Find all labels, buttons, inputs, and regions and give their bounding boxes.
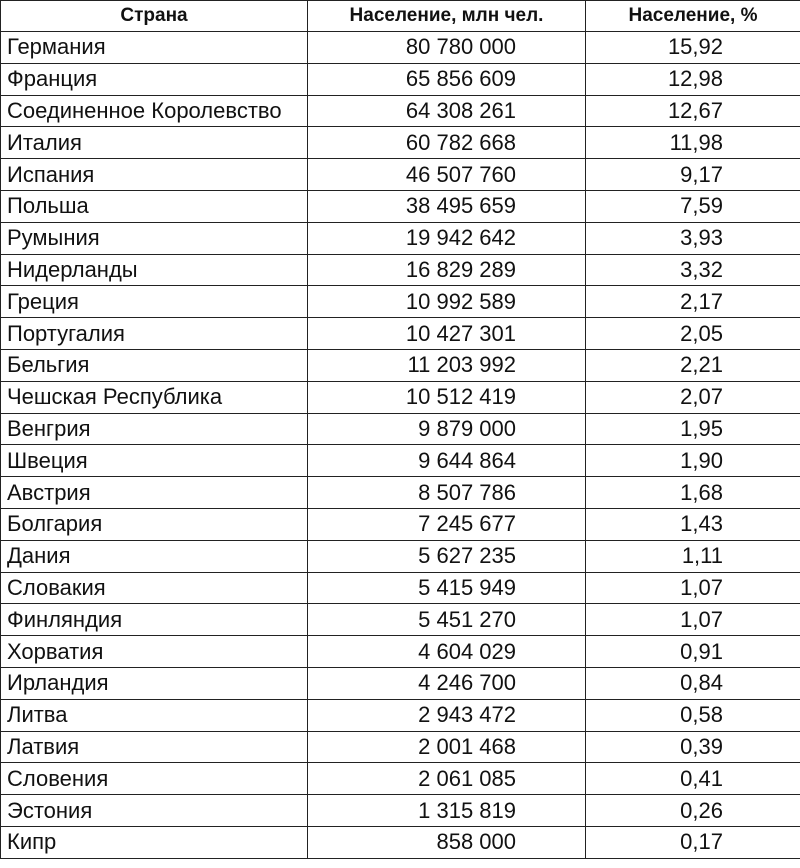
- population-cell: 2 061 085: [308, 763, 586, 795]
- country-cell: Бельгия: [1, 349, 308, 381]
- percent-cell: 2,21: [586, 349, 800, 381]
- country-cell: Польша: [1, 190, 308, 222]
- table-row: [1, 540, 800, 572]
- population-cell: 19 942 642: [308, 222, 586, 254]
- country-cell: Греция: [1, 286, 308, 318]
- population-cell: 8 507 786: [308, 477, 586, 509]
- header-row: [1, 1, 800, 32]
- percent-cell: 1,11: [586, 540, 800, 572]
- table-row: [1, 413, 800, 445]
- country-cell: Дания: [1, 540, 308, 572]
- table-row: [1, 190, 800, 222]
- population-cell: 2 943 472: [308, 699, 586, 731]
- percent-cell: 2,07: [586, 381, 800, 413]
- percent-cell: 1,90: [586, 445, 800, 477]
- population-cell: 7 245 677: [308, 508, 586, 540]
- population-cell: 9 644 864: [308, 445, 586, 477]
- population-cell: 4 246 700: [308, 667, 586, 699]
- table-row: [1, 222, 800, 254]
- table-row: [1, 32, 800, 64]
- country-cell: Словакия: [1, 572, 308, 604]
- table-row: [1, 95, 800, 127]
- population-cell: 4 604 029: [308, 636, 586, 668]
- percent-cell: 1,68: [586, 477, 800, 509]
- country-cell: Австрия: [1, 477, 308, 509]
- table-row: [1, 667, 800, 699]
- table-row: [1, 795, 800, 827]
- percent-cell: 12,98: [586, 63, 800, 95]
- country-cell: Румыния: [1, 222, 308, 254]
- table-row: [1, 826, 800, 858]
- country-cell: Чешская Республика: [1, 381, 308, 413]
- table-row: [1, 381, 800, 413]
- population-cell: 64 308 261: [308, 95, 586, 127]
- percent-cell: 2,05: [586, 318, 800, 350]
- percent-cell: 1,07: [586, 604, 800, 636]
- percent-cell: 0,41: [586, 763, 800, 795]
- population-cell: 858 000: [308, 826, 586, 858]
- table-row: [1, 636, 800, 668]
- country-cell: Венгрия: [1, 413, 308, 445]
- percent-cell: 0,91: [586, 636, 800, 668]
- country-cell: Болгария: [1, 508, 308, 540]
- table-body: [1, 32, 800, 859]
- percent-cell: 7,59: [586, 190, 800, 222]
- percent-cell: 3,93: [586, 222, 800, 254]
- percent-cell: 1,43: [586, 508, 800, 540]
- country-cell: Франция: [1, 63, 308, 95]
- population-cell: 16 829 289: [308, 254, 586, 286]
- country-cell: Эстония: [1, 795, 308, 827]
- table-row: [1, 763, 800, 795]
- table-row: [1, 731, 800, 763]
- country-cell: Словения: [1, 763, 308, 795]
- population-cell: 10 992 589: [308, 286, 586, 318]
- header-country: Страна: [1, 1, 308, 32]
- table-row: [1, 604, 800, 636]
- table-row: [1, 349, 800, 381]
- country-cell: Испания: [1, 159, 308, 191]
- population-cell: 60 782 668: [308, 127, 586, 159]
- country-cell: Латвия: [1, 731, 308, 763]
- percent-cell: 9,17: [586, 159, 800, 191]
- table-header: [1, 1, 800, 32]
- population-cell: 46 507 760: [308, 159, 586, 191]
- population-cell: 9 879 000: [308, 413, 586, 445]
- percent-cell: 12,67: [586, 95, 800, 127]
- percent-cell: 11,98: [586, 127, 800, 159]
- percent-cell: 0,84: [586, 667, 800, 699]
- table-row: [1, 286, 800, 318]
- population-cell: 65 856 609: [308, 63, 586, 95]
- population-cell: 10 512 419: [308, 381, 586, 413]
- table-row: [1, 572, 800, 604]
- percent-cell: 0,39: [586, 731, 800, 763]
- table-row: [1, 318, 800, 350]
- country-cell: Ирландия: [1, 667, 308, 699]
- table-row: [1, 508, 800, 540]
- country-cell: Германия: [1, 32, 308, 64]
- percent-cell: 1,95: [586, 413, 800, 445]
- percent-cell: 0,17: [586, 826, 800, 858]
- country-cell: Кипр: [1, 826, 308, 858]
- table-row: [1, 127, 800, 159]
- percent-cell: 15,92: [586, 32, 800, 64]
- country-cell: Хорватия: [1, 636, 308, 668]
- country-cell: Литва: [1, 699, 308, 731]
- percent-cell: 0,58: [586, 699, 800, 731]
- population-cell: 5 451 270: [308, 604, 586, 636]
- country-cell: Соединенное Королевство: [1, 95, 308, 127]
- percent-cell: 3,32: [586, 254, 800, 286]
- table-row: [1, 63, 800, 95]
- population-cell: 5 627 235: [308, 540, 586, 572]
- country-cell: Италия: [1, 127, 308, 159]
- country-cell: Нидерланды: [1, 254, 308, 286]
- population-cell: 11 203 992: [308, 349, 586, 381]
- table-row: [1, 445, 800, 477]
- country-cell: Португалия: [1, 318, 308, 350]
- population-cell: 80 780 000: [308, 32, 586, 64]
- percent-cell: 2,17: [586, 286, 800, 318]
- percent-cell: 1,07: [586, 572, 800, 604]
- percent-cell: 0,26: [586, 795, 800, 827]
- population-cell: 10 427 301: [308, 318, 586, 350]
- table-row: [1, 477, 800, 509]
- country-cell: Швеция: [1, 445, 308, 477]
- table-row: [1, 699, 800, 731]
- population-cell: 2 001 468: [308, 731, 586, 763]
- header-percent: Население, %: [586, 1, 800, 32]
- population-cell: 38 495 659: [308, 190, 586, 222]
- header-population: Население, млн чел.: [308, 1, 586, 32]
- population-cell: 5 415 949: [308, 572, 586, 604]
- table-row: [1, 254, 800, 286]
- population-cell: 1 315 819: [308, 795, 586, 827]
- country-cell: Финляндия: [1, 604, 308, 636]
- table-row: [1, 159, 800, 191]
